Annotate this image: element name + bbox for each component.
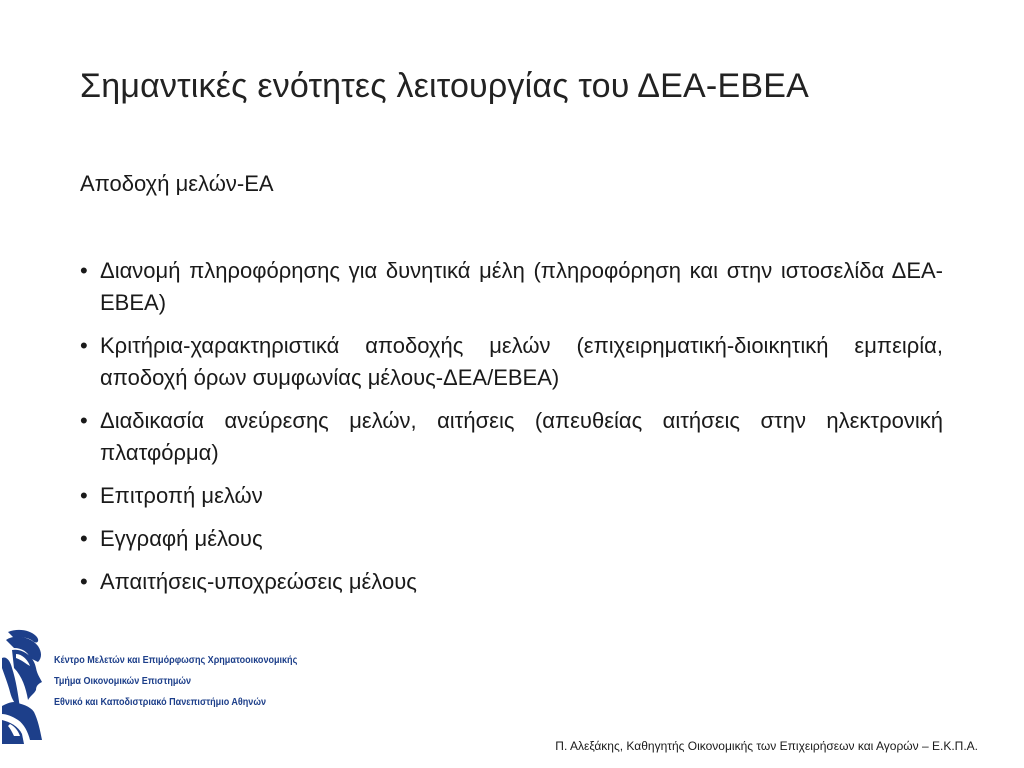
bullet-dot: • <box>80 258 88 283</box>
slide-title: Σημαντικές ενότητες λειτουργίας του ΔΕΑ-ΕΒΕΑ <box>80 67 809 105</box>
institution-line: Κέντρο Μελετών και Επιμόρφωσης Χρηματοοικονομικής <box>54 654 298 666</box>
bullet-text: Απαιτήσεις-υποχρεώσεις μέλους <box>100 569 417 594</box>
institution-line: Τμήμα Οικονομικών Επιστημών <box>54 675 192 687</box>
bullet-list <box>80 255 943 609</box>
bullet-item <box>80 330 943 394</box>
footer-credit: Π. Αλεξάκης, Καθηγητής Οικονομικής των Επιχειρήσεων και Αγορών – Ε.Κ.Π.Α. <box>555 739 978 753</box>
bullet-item <box>80 480 943 512</box>
institution-block <box>54 650 297 713</box>
bullet-item <box>80 566 943 598</box>
slide-subtitle: Αποδοχή μελών-ΕΑ <box>80 171 274 196</box>
bullet-dot: • <box>80 569 88 594</box>
bullet-text: Επιτροπή μελών <box>100 483 263 508</box>
bullet-text: Διανομή πληροφόρησης για δυνητικά μέλη (πληροφόρηση και στην ιστοσελίδα ΔΕΑ-ΕΒΕΑ) <box>100 258 943 315</box>
bullet-item <box>80 255 943 319</box>
bullet-item <box>80 523 943 555</box>
bullet-dot: • <box>80 333 88 358</box>
institution-line: Εθνικό και Καποδιστριακό Πανεπιστήμιο Αθηνών <box>54 696 266 708</box>
bullet-text: Κριτήρια-χαρακτηριστικά αποδοχής μελών (επιχειρηματική-διοικητική εμπειρία, αποδοχή όρων συμφωνίας μέλους-ΔΕΑ/ΕΒΕΑ) <box>100 333 943 390</box>
bullet-dot: • <box>80 483 88 508</box>
athena-head-icon <box>0 628 50 746</box>
bullet-item <box>80 405 943 469</box>
bullet-text: Εγγραφή μέλους <box>100 526 263 551</box>
bullet-text: Διαδικασία ανεύρεσης μελών, αιτήσεις (απευθείας αιτήσεις στην ηλεκτρονική πλατφόρμα) <box>100 408 943 465</box>
bullet-dot: • <box>80 526 88 551</box>
bullet-dot: • <box>80 408 88 433</box>
